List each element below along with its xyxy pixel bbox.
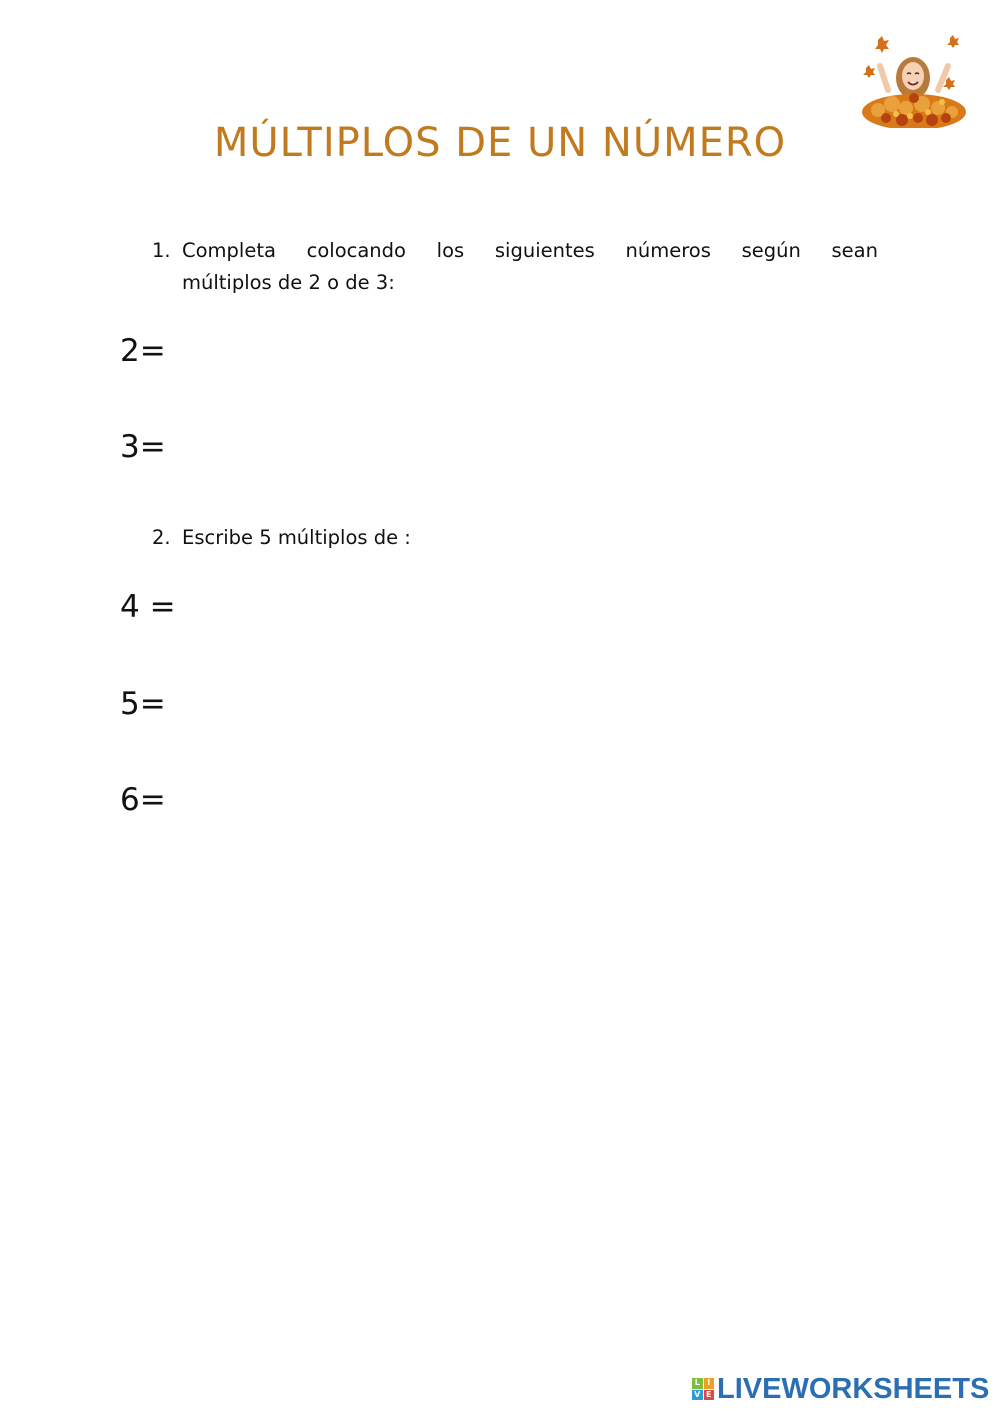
question-2-number: 2. — [152, 526, 171, 549]
question-1-line-1: Completa colocando los siguientes números según sean — [182, 239, 878, 262]
question-2-text: Escribe 5 múltiplos de : — [182, 526, 411, 549]
question-1-text — [182, 235, 878, 299]
answer-multiples-of-6[interactable]: 6= — [120, 782, 166, 818]
autumn-leaves-avatar-illustration — [858, 32, 972, 128]
answer-multiples-of-4[interactable]: 4 = — [120, 589, 176, 625]
page-title: MÚLTIPLOS DE UN NÚMERO — [213, 120, 787, 166]
liveworksheets-mark-icon: L I V E — [692, 1378, 714, 1400]
question-1-line-2: múltiplos de 2 o de 3: — [182, 271, 395, 294]
answer-multiples-of-2[interactable]: 2= — [120, 333, 166, 369]
liveworksheets-brand: LIVEWORKSHEETS — [717, 1372, 990, 1405]
answer-multiples-of-3[interactable]: 3= — [120, 429, 166, 465]
answer-multiples-of-5[interactable]: 5= — [120, 686, 166, 722]
liveworksheets-logo — [692, 1374, 989, 1404]
question-1-number: 1. — [152, 239, 171, 262]
